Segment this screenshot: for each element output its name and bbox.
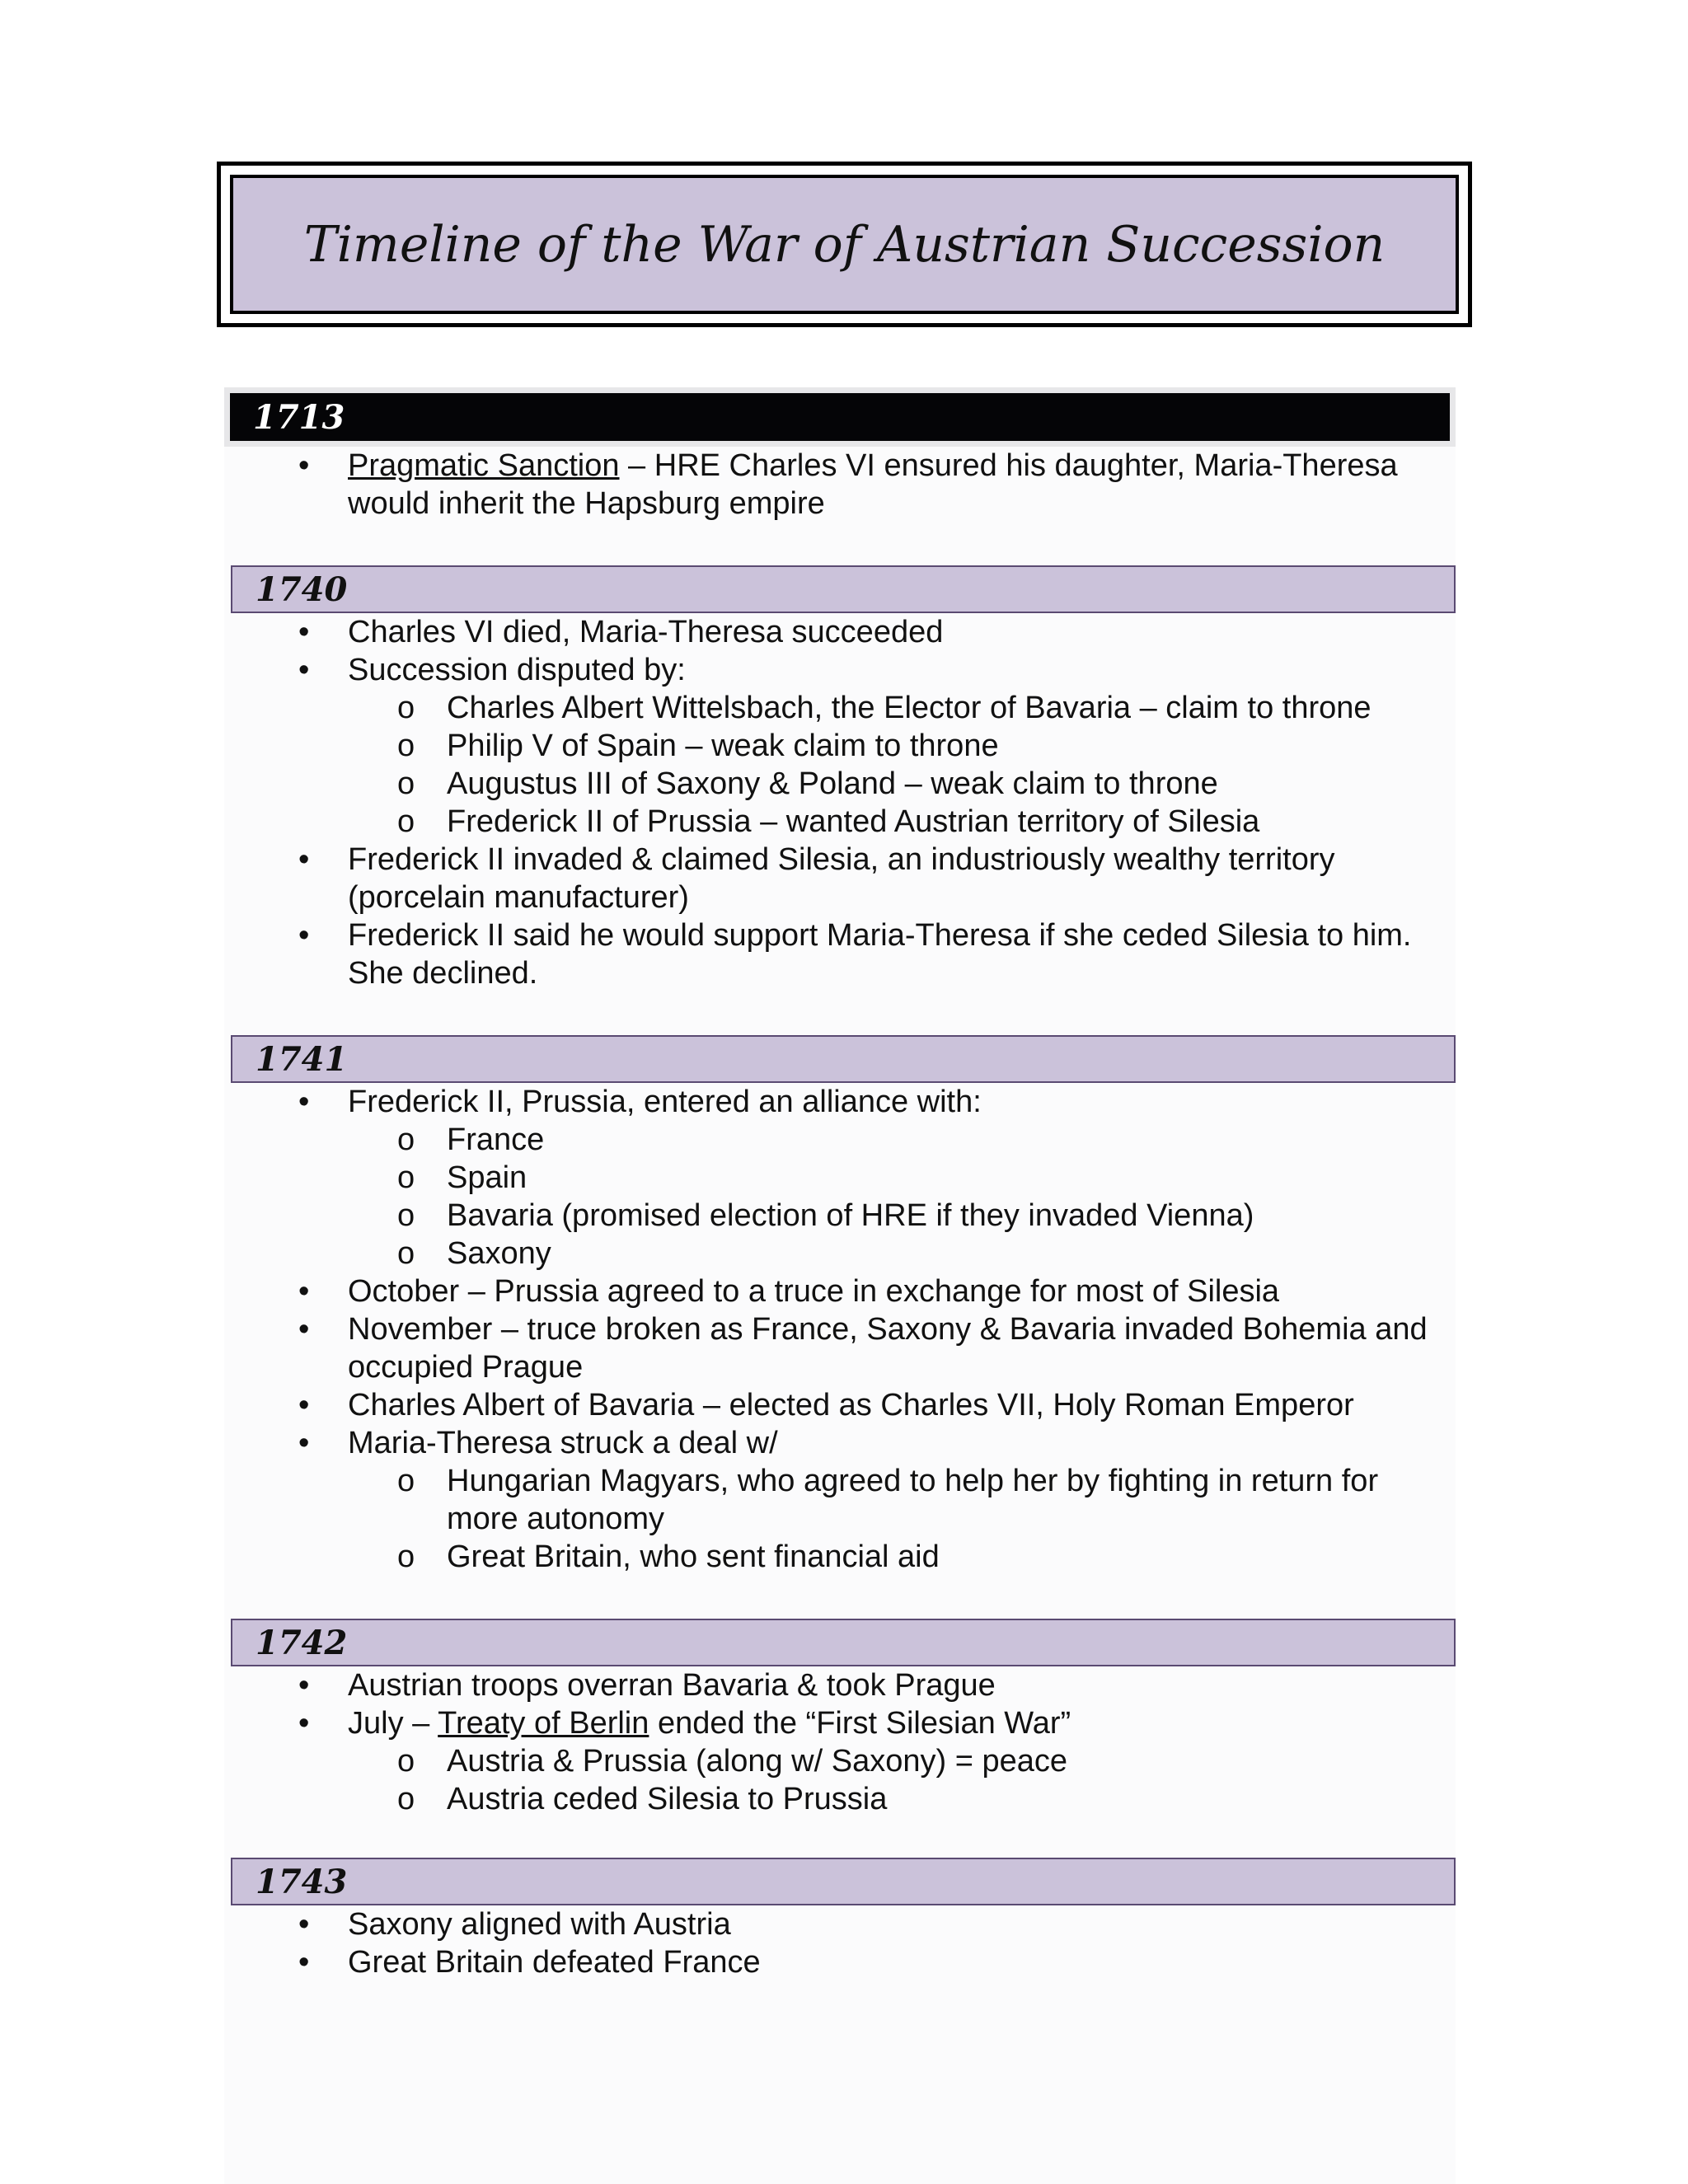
sub-bullet-icon: o [397, 1198, 415, 1233]
section-1741 [224, 1035, 1456, 1576]
sub-bullet-icon: o [397, 729, 415, 763]
year-header [231, 1858, 1456, 1905]
sub-list-item [348, 1462, 1456, 1538]
event-term: Treaty of Berlin [438, 1706, 649, 1741]
bullet-icon: • [298, 1426, 310, 1460]
sub-item-text: Philip V of Spain – weak claim to throne [447, 729, 999, 763]
list-item [224, 1272, 1456, 1310]
bullet-icon: • [298, 653, 310, 687]
sub-bullet-icon: o [397, 1122, 415, 1157]
year-header [231, 1619, 1456, 1666]
sub-item-text: Saxony [447, 1236, 551, 1271]
event-text: ended the “First Silesian War” [649, 1706, 1071, 1741]
sub-item-text: Bavaria (promised election of HRE if they invaded Vienna) [447, 1198, 1254, 1233]
bullet-icon: • [298, 842, 310, 877]
bullet-icon: • [298, 1274, 310, 1309]
event-text: – HRE Charles VI ensured his daughter, Maria-Theresa would inherit the Hapsburg empire [348, 448, 1398, 521]
event-list [224, 1905, 1456, 1981]
sub-list-item [348, 1780, 1456, 1818]
sub-bullet-icon: o [397, 804, 415, 839]
list-item [224, 1704, 1456, 1818]
sub-list-item [348, 803, 1456, 841]
event-prefix: July – [348, 1706, 438, 1741]
sub-item-text: Spain [447, 1160, 528, 1195]
sub-item-text: Hungarian Magyars, who agreed to help her by fighting in return for more autonomy [447, 1464, 1379, 1536]
event-term: Pragmatic Sanction [348, 448, 620, 483]
bullet-icon: • [298, 1706, 310, 1741]
sub-list-item [348, 1197, 1456, 1235]
bullet-icon: • [298, 1907, 310, 1942]
event-text: Charles Albert of Bavaria – elected as Charles VII, Holy Roman Emperor [348, 1388, 1354, 1422]
sub-bullet-icon: o [397, 766, 415, 801]
year-label: 1742 [256, 1623, 348, 1662]
sub-list [348, 1121, 1456, 1272]
sub-list-item [348, 1742, 1456, 1780]
list-item [224, 1386, 1456, 1424]
sub-bullet-icon: o [397, 1782, 415, 1816]
list-item [224, 1943, 1456, 1981]
list-item [224, 1905, 1456, 1943]
sub-list [348, 689, 1456, 841]
list-item [224, 1310, 1456, 1386]
bullet-icon: • [298, 448, 310, 483]
year-label: 1713 [253, 397, 345, 437]
sub-list-item [348, 1159, 1456, 1197]
year-header [224, 387, 1456, 447]
sub-item-text: France [447, 1122, 545, 1157]
sub-list-item [348, 1121, 1456, 1159]
sub-item-text: Frederick II of Prussia – wanted Austrian territory of Silesia [447, 804, 1260, 839]
list-item [224, 1424, 1456, 1576]
section-1742 [224, 1619, 1456, 1818]
list-item [224, 1083, 1456, 1272]
bullet-icon: • [298, 1945, 310, 1980]
event-text: Maria-Theresa struck a deal w/ [348, 1426, 778, 1460]
list-item [224, 841, 1456, 916]
year-header [231, 565, 1456, 613]
list-item [224, 1666, 1456, 1704]
event-text: Succession disputed by: [348, 653, 686, 687]
bullet-icon: • [298, 1312, 310, 1347]
sub-bullet-icon: o [397, 691, 415, 725]
event-text: October – Prussia agreed to a truce in exchange for most of Silesia [348, 1274, 1280, 1309]
sub-bullet-icon: o [397, 1236, 415, 1271]
sub-list-item [348, 727, 1456, 765]
list-item [224, 447, 1456, 523]
sub-list-item [348, 1235, 1456, 1272]
sub-item-text: Austria ceded Silesia to Prussia [447, 1782, 888, 1816]
event-text: Frederick II invaded & claimed Silesia, an industriously wealthy territory (porcelain manufacturer) [348, 842, 1335, 915]
event-list [224, 1083, 1456, 1576]
event-text: Great Britain defeated France [348, 1945, 761, 1980]
bullet-icon: • [298, 1388, 310, 1422]
sub-bullet-icon: o [397, 1464, 415, 1498]
sub-item-text: Charles Albert Wittelsbach, the Elector of Bavaria – claim to throne [447, 691, 1372, 725]
bullet-icon: • [298, 918, 310, 953]
year-header [231, 1035, 1456, 1083]
page-title: Timeline of the War of Austrian Succession [303, 215, 1386, 274]
bullet-icon: • [298, 1668, 310, 1703]
event-text: November – truce broken as France, Saxony & Bavaria invaded Bohemia and occupied Prague [348, 1312, 1428, 1385]
year-label: 1743 [256, 1862, 348, 1901]
year-label: 1740 [256, 569, 348, 609]
sub-list-item [348, 1538, 1456, 1576]
section-1740 [224, 565, 1456, 992]
title-box [217, 162, 1472, 327]
event-list [224, 447, 1456, 523]
event-text: Saxony aligned with Austria [348, 1907, 731, 1942]
sub-item-text: Austria & Prussia (along w/ Saxony) = peace [447, 1744, 1067, 1779]
sub-item-text: Augustus III of Saxony & Poland – weak claim to throne [447, 766, 1218, 801]
sub-item-text: Great Britain, who sent financial aid [447, 1540, 940, 1574]
section-1743 [224, 1858, 1456, 1981]
event-text: Austrian troops overran Bavaria & took Prague [348, 1668, 996, 1703]
sub-bullet-icon: o [397, 1744, 415, 1779]
sub-list [348, 1742, 1456, 1818]
list-item [224, 613, 1456, 651]
event-list [224, 1666, 1456, 1818]
event-text: Frederick II, Prussia, entered an alliance with: [348, 1085, 982, 1119]
list-item [224, 916, 1456, 992]
title-inner-box [230, 175, 1459, 314]
sub-bullet-icon: o [397, 1160, 415, 1195]
sub-list [348, 1462, 1456, 1576]
sub-list-item [348, 765, 1456, 803]
year-label: 1741 [256, 1039, 348, 1079]
event-list [224, 613, 1456, 992]
event-text: Frederick II said he would support Maria-Theresa if she ceded Silesia to him. She declined. [348, 918, 1412, 991]
section-1713 [224, 387, 1456, 523]
bullet-icon: • [298, 615, 310, 649]
event-text: Charles VI died, Maria-Theresa succeeded [348, 615, 944, 649]
sub-list-item [348, 689, 1456, 727]
bullet-icon: • [298, 1085, 310, 1119]
list-item [224, 651, 1456, 841]
sub-bullet-icon: o [397, 1540, 415, 1574]
